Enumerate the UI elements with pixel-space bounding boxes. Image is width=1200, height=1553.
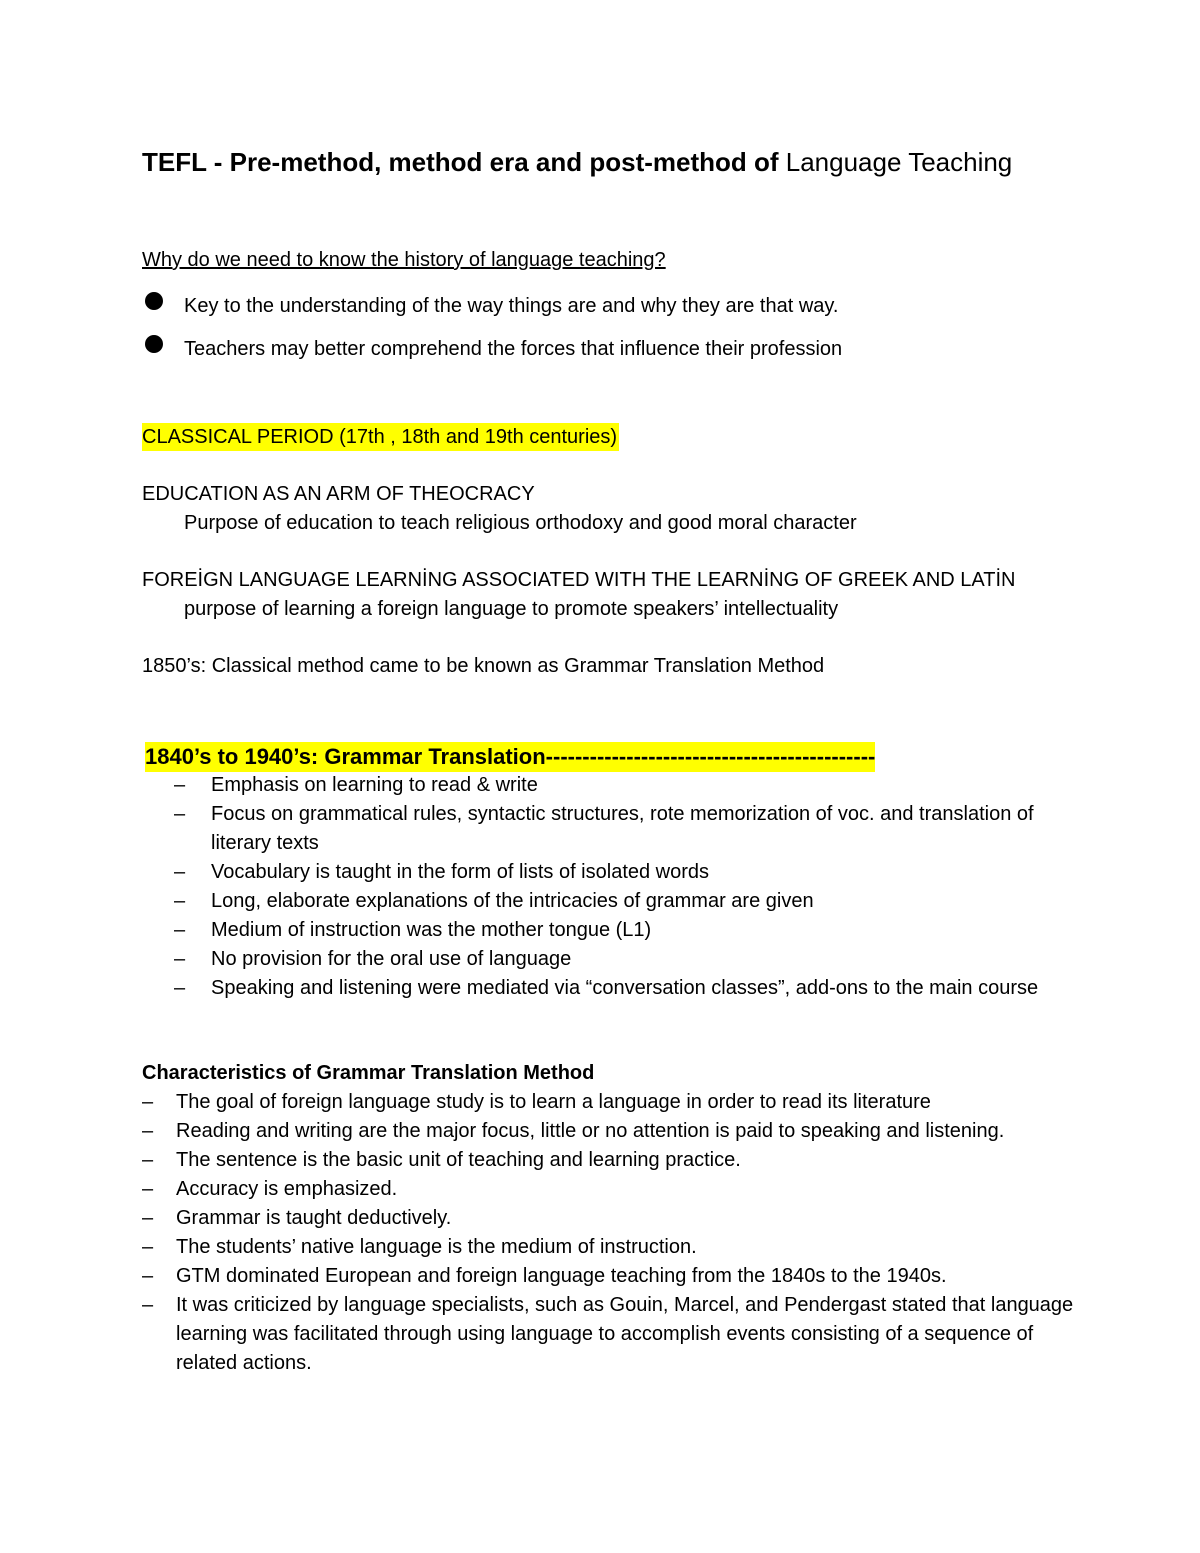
list-item [142, 1146, 1082, 1175]
dash-marker: – [142, 1149, 154, 1171]
dash-marker: – [142, 1120, 154, 1142]
list-item [142, 1117, 1082, 1146]
dash-marker: – [174, 890, 186, 912]
list-item-text: The sentence is the basic unit of teaching and learning practice. [176, 1149, 741, 1171]
dash-marker: – [142, 1236, 154, 1258]
education-section [142, 480, 857, 538]
list-item-text: No provision for the oral use of language [211, 948, 572, 970]
list-item [142, 331, 842, 374]
dash-marker: – [174, 948, 186, 970]
education-heading: EDUCATION AS AN ARM OF THEOCRACY [142, 483, 535, 505]
title-regular-part: Language Teaching [778, 147, 1013, 177]
dash-marker: – [142, 1178, 154, 1200]
list-item-text: Reading and writing are the major focus, little or no attention is paid to speaking and listening. [176, 1120, 1005, 1142]
list-item [174, 887, 1074, 916]
list-item [142, 1291, 1082, 1378]
education-detail: Purpose of education to teach religious orthodoxy and good moral character [184, 512, 857, 534]
dash-marker: – [174, 919, 186, 941]
dash-marker: – [142, 1207, 154, 1229]
list-item [174, 800, 1074, 858]
list-item [174, 771, 1074, 800]
title-bold-part: TEFL - Pre-method, method era and post-method of [142, 147, 779, 177]
list-item-text: It was criticized by language specialists, such as Gouin, Marcel, and Pendergast stated that language learning was facilitated through using language to accomplish events consisting of a sequence of related actions. [176, 1294, 1074, 1374]
list-item-text: Focus on grammatical rules, syntactic structures, rote memorization of voc. and translation of literary texts [211, 803, 1034, 854]
document-title [142, 143, 1042, 182]
characteristics-list [142, 1088, 1082, 1378]
dash-marker: – [142, 1294, 154, 1316]
dash-marker: – [142, 1265, 154, 1287]
list-item-text: Long, elaborate explanations of the intricacies of grammar are given [211, 890, 814, 912]
list-item-text: Accuracy is emphasized. [176, 1178, 398, 1200]
classical-period-heading: CLASSICAL PERIOD (17th , 18th and 19th centuries) [142, 423, 619, 451]
list-item [142, 288, 842, 331]
dash-marker: – [174, 803, 186, 825]
bullet-text: Teachers may better comprehend the forces that influence their profession [184, 338, 843, 360]
characteristics-heading: Characteristics of Grammar Translation Method [142, 1062, 595, 1084]
list-item [174, 974, 1074, 1003]
bullet-icon [145, 292, 163, 310]
list-item [174, 858, 1074, 887]
why-question: Why do we need to know the history of language teaching? [142, 249, 666, 271]
list-item [174, 916, 1074, 945]
bullet-text: Key to the understanding of the way things are and why they are that way. [184, 295, 839, 317]
list-item-text: Medium of instruction was the mother tongue (L1) [211, 919, 652, 941]
list-item-text: GTM dominated European and foreign language teaching from the 1840s to the 1940s. [176, 1265, 947, 1287]
grammar-translation-heading: 1840’s to 1940’s: Grammar Translation--------------------------------------------- [145, 742, 875, 772]
list-item [142, 1233, 1082, 1262]
bullet-icon [145, 335, 163, 353]
foreign-language-section [142, 566, 1016, 624]
foreign-language-detail: purpose of learning a foreign language to promote speakers’ intellectuality [184, 598, 839, 620]
list-item [142, 1088, 1082, 1117]
list-item [142, 1262, 1082, 1291]
foreign-language-heading: FOREİGN LANGUAGE LEARNİNG ASSOCIATED WITH THE LEARNİNG OF GREEK AND LATİN [142, 569, 1016, 591]
list-item-text: Emphasis on learning to read & write [211, 774, 538, 796]
dash-marker: – [174, 861, 186, 883]
dash-marker: – [142, 1091, 154, 1113]
dash-marker: – [174, 774, 186, 796]
grammar-translation-list [174, 771, 1074, 1003]
why-bullet-list [142, 288, 842, 374]
note-1850: 1850’s: Classical method came to be known as Grammar Translation Method [142, 655, 825, 677]
list-item-text: Speaking and listening were mediated via “conversation classes”, add-ons to the main course [211, 977, 1039, 999]
list-item-text: The students’ native language is the medium of instruction. [176, 1236, 697, 1258]
list-item-text: Grammar is taught deductively. [176, 1207, 452, 1229]
list-item [174, 945, 1074, 974]
list-item-text: The goal of foreign language study is to learn a language in order to read its literature [176, 1091, 931, 1113]
list-item-text: Vocabulary is taught in the form of lists of isolated words [211, 861, 710, 883]
dash-marker: – [174, 977, 186, 999]
list-item [142, 1175, 1082, 1204]
list-item [142, 1204, 1082, 1233]
